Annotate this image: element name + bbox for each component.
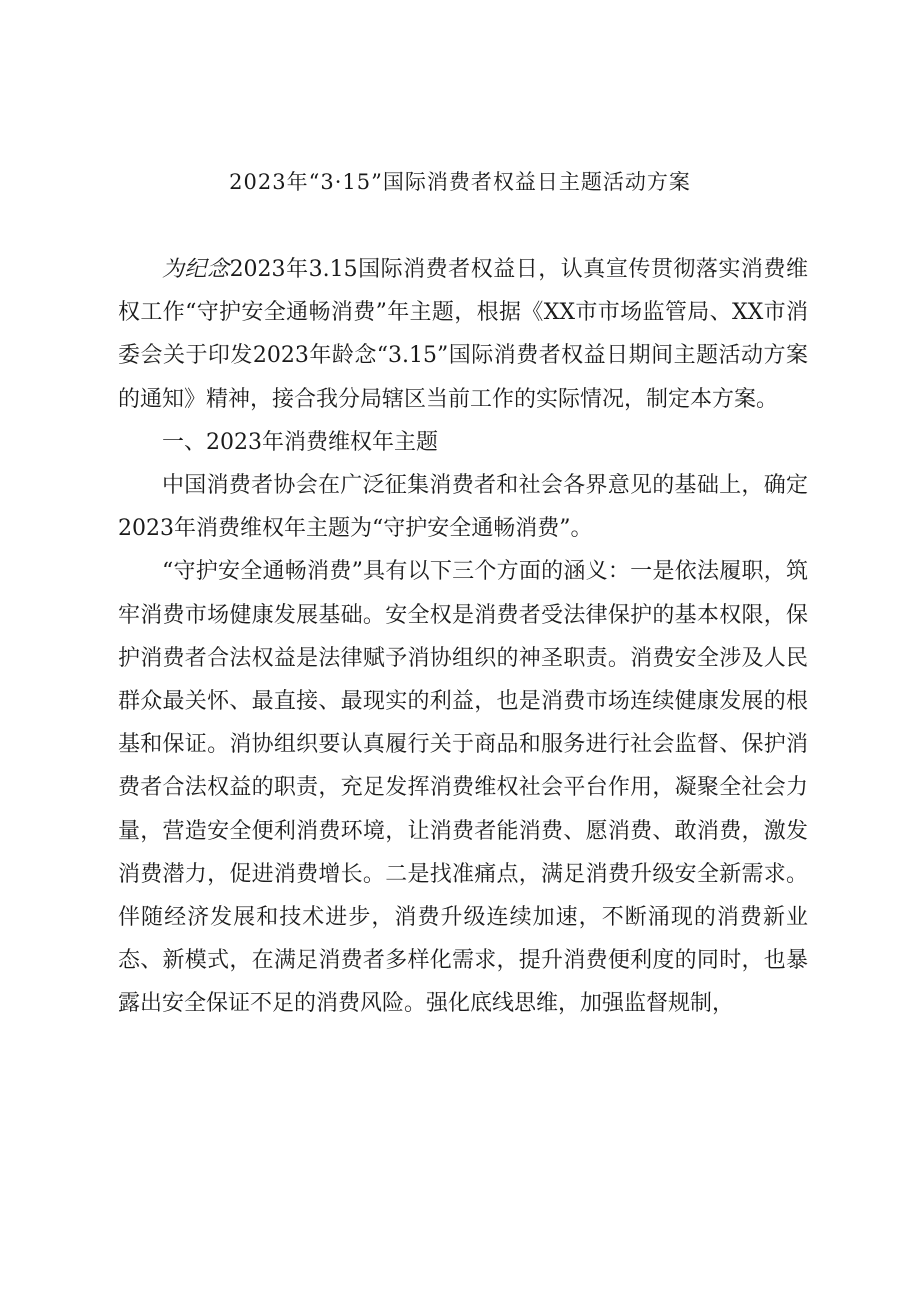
section-heading-1: 一、2023年消费维权年主题 bbox=[162, 429, 438, 455]
intro-body-text: 2023年3.15国际消费者权益日，认真宣传贯彻落实消费维权工作“守护安全通畅消费”年主题，根据《XX市市场监管局、XX市消委会关于印发2023年龄念“3.15”国际消费者权益日期间主题活动方案的通知》精神，接合我分局辖区当前工作的实际情况，制定本方案。 bbox=[118, 257, 808, 412]
document-body bbox=[118, 248, 808, 1026]
document-title: 2023年“3·15”国际消费者权益日主题活动方案 bbox=[229, 170, 691, 194]
paragraph-theme-meaning: “守护安全通畅消费”具有以下三个方面的涵义：一是依法履职，筑牢消费市场健康发展基础。安全权是消费者受法律保护的基本权限，保护消费者合法权益是法律赋予消协组织的神圣职责。消费安全涉及人民群众最关怀、最直接、最现实的利益，也是消费市场连续健康发展的根基和保证。消协组织要认真履行关于商品和服务进行社会监督、保护消费者合法权益的职责，充足发挥消费维权社会平台作用，凝聚全社会力量，营造安全便利消费环境，让消费者能消费、愿消费、敢消费，激发消费潜力，促进消费增长。二是找准痛点，满足消费升级安全新需求。伴随经济发展和技术进步，消费升级连续加速，不断涌现的消费新业态、新模式，在满足消费者多样化需求，提升消费便利度的同时，也暴露出安全保证不足的消费风险。强化底线思维，加强监督规制， bbox=[118, 559, 808, 1017]
intro-lead-text: 为纪念 bbox=[162, 257, 230, 282]
paragraph-theme-announcement: 中国消费者协会在广泛征集消费者和社会各界意见的基础上，确定2023年消费维权年主题为“守护安全通畅消费”。 bbox=[118, 473, 808, 542]
intro-paragraph bbox=[118, 248, 808, 421]
